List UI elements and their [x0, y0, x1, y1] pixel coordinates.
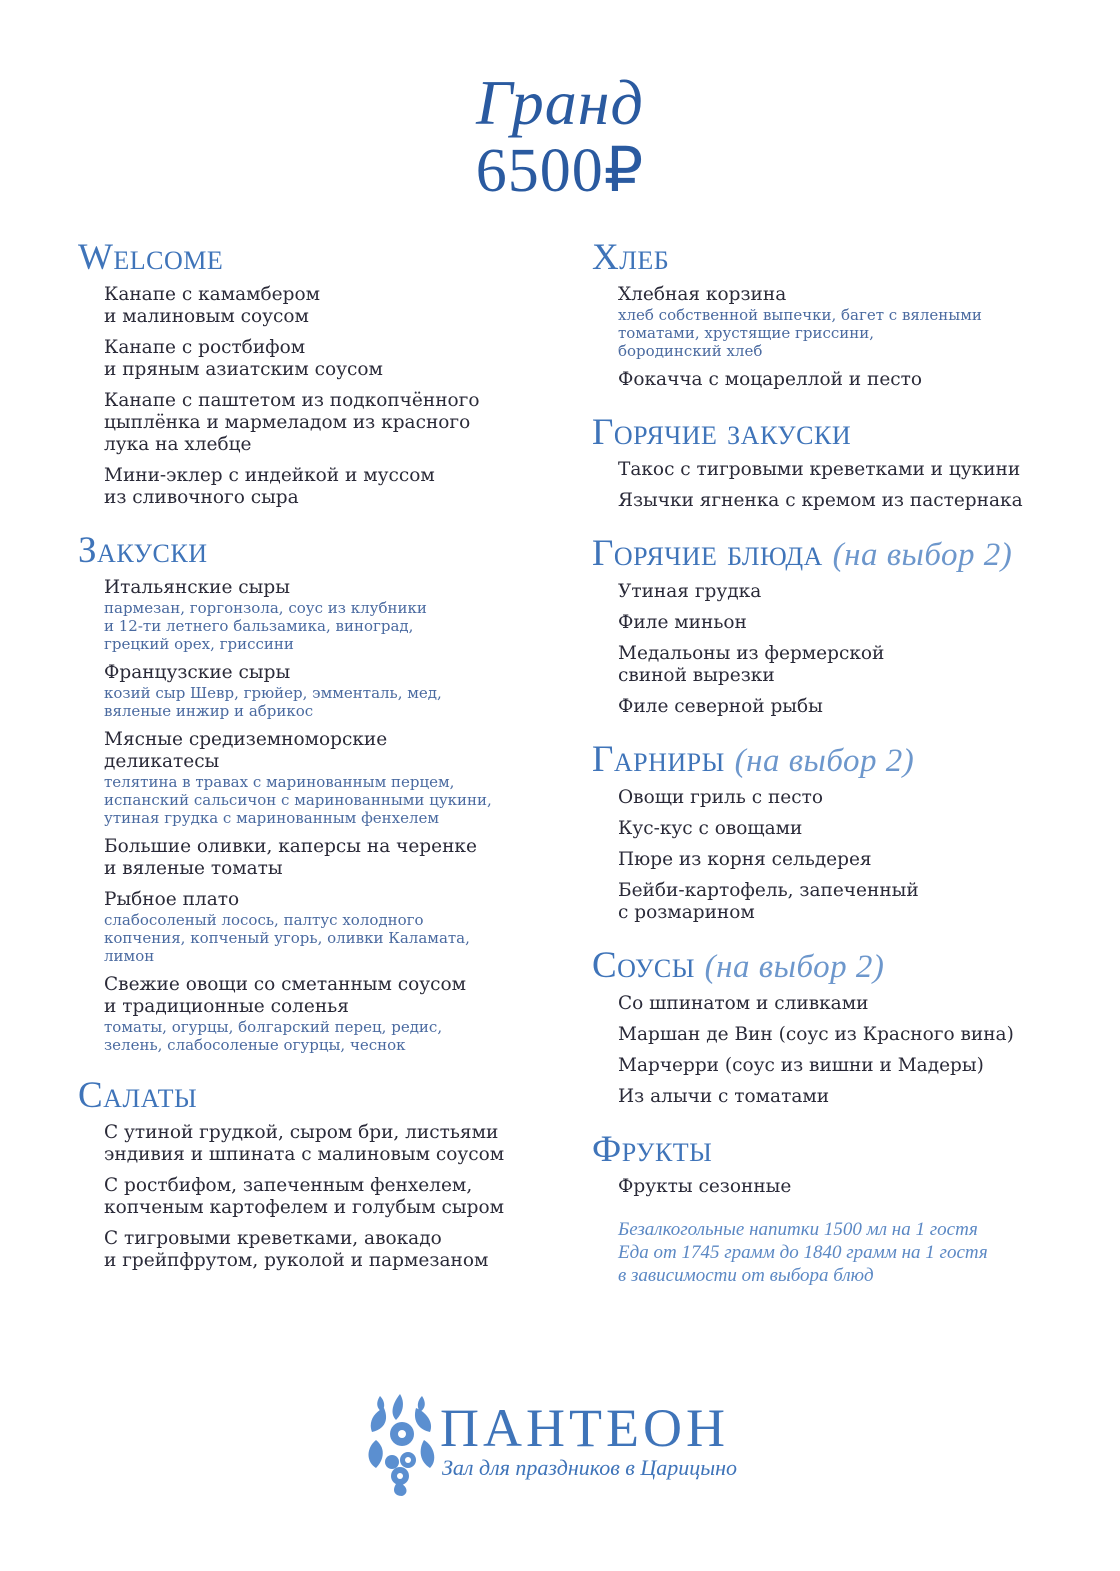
- logo-tagline: Зал для праздников в Царицыно: [442, 1455, 738, 1480]
- item-name: Бейби-картофель, запеченный с розмарином: [618, 880, 919, 923]
- item-name: Пюре из корня сельдерея: [618, 849, 872, 870]
- item-description: томаты, огурцы, болгарский перец, редис, зелень, слабосоленые огурцы, чеснок: [104, 1018, 443, 1054]
- section-items: [78, 1122, 548, 1272]
- item-name: Марчерри (соус из вишни и Мадеры): [618, 1055, 984, 1076]
- floral-ornament-icon: [362, 1390, 442, 1498]
- menu-item: [618, 1176, 1062, 1198]
- item-name: Такос с тигровыми креветками и цукини: [618, 459, 1021, 480]
- menu-item: [104, 284, 548, 328]
- item-name: Хлебная корзина: [618, 284, 787, 305]
- menu-item: [618, 459, 1062, 481]
- item-name: Мясные средиземноморские деликатесы: [104, 729, 388, 772]
- menu-section: [592, 532, 1062, 718]
- menu-footnote: Безалкогольные напитки 1500 мл на 1 гостя Еда от 1745 грамм до 1840 грамм на 1 гостя в зависимости от выбора блюд: [618, 1219, 988, 1286]
- section-note: (на выбор 2): [704, 949, 885, 985]
- right-column: [592, 236, 1062, 1287]
- item-name: Овощи гриль с песто: [618, 787, 823, 808]
- menu-item: [618, 993, 1062, 1015]
- section-title-text: Соусы: [592, 945, 695, 986]
- item-name: Медальоны из фермерской свиной вырезки: [618, 643, 885, 686]
- section-title: [592, 236, 1062, 280]
- section-items: [78, 284, 548, 509]
- section-title: [592, 411, 1062, 455]
- section-items: [592, 787, 1062, 924]
- menu-section: [592, 944, 1062, 1108]
- section-items: [592, 993, 1062, 1108]
- section-items: [592, 581, 1062, 718]
- item-name: С тигровыми креветками, авокадо и грейпфрутом, руколой и пармезаном: [104, 1228, 489, 1271]
- item-name: Канапе с камамбером и малиновым соусом: [104, 284, 320, 327]
- menu-item: [104, 974, 548, 1054]
- item-name: Канапе с паштетом из подкопчённого цыплёнка и мармеладом из красного лука на хлебце: [104, 390, 480, 455]
- menu-item: [104, 337, 548, 381]
- section-title-text: Welcome: [78, 237, 224, 278]
- item-description: пармезан, горгонзола, соус из клубники и 12-ти летнего бальзамика, виноград, грецкий орех, гриссини: [104, 599, 427, 653]
- menu-item: [104, 836, 548, 880]
- menu-section: [78, 529, 548, 1054]
- logo-name: ПАНТЕОН: [440, 1398, 729, 1458]
- section-title-text: Горячие закуски: [592, 412, 852, 453]
- section-items: [592, 284, 1062, 391]
- item-description: козий сыр Шевр, грюйер, эмменталь, мед, вяленые инжир и абрикос: [104, 684, 442, 720]
- item-description: телятина в травах с маринованным перцем, испанский сальсичон с маринованными цукини, утиная грудка с маринованным фенхелем: [104, 773, 492, 827]
- menu-section: [592, 738, 1062, 924]
- item-name: Язычки ягненка с кремом из пастернака: [618, 490, 1023, 511]
- menu-item: [104, 577, 548, 653]
- menu-item: [104, 390, 548, 456]
- section-title-text: Гарниры: [592, 739, 725, 780]
- item-description: хлеб собственной выпечки, багет с вялеными томатами, хрустящие гриссини, бородинский хлеб: [618, 306, 982, 360]
- item-name: Со шпинатом и сливками: [618, 993, 869, 1014]
- section-title: [592, 1128, 1062, 1172]
- section-title: [592, 944, 1062, 989]
- item-name: Утиная грудка: [618, 581, 762, 602]
- menu-item: [618, 612, 1062, 634]
- menu-item: [104, 1122, 548, 1166]
- menu-item: [618, 696, 1062, 718]
- item-name: Из алычи с томатами: [618, 1086, 830, 1107]
- menu-item: [104, 1228, 548, 1272]
- menu-section: [78, 236, 548, 509]
- section-title: [592, 532, 1062, 577]
- menu-item: [618, 1055, 1062, 1077]
- menu-item: [618, 787, 1062, 809]
- item-name: Французские сыры: [104, 662, 291, 683]
- menu-item: [618, 581, 1062, 603]
- section-title-text: Закуски: [78, 530, 208, 571]
- section-title-text: Горячие блюда: [592, 533, 823, 574]
- menu-item: [618, 880, 1062, 924]
- menu-header: [0, 68, 1120, 204]
- item-name: Филе северной рыбы: [618, 696, 823, 717]
- menu-item: [618, 849, 1062, 871]
- left-column: [78, 236, 548, 1292]
- menu-item: [104, 729, 548, 827]
- menu-item: [618, 369, 1062, 391]
- item-name: Рыбное плато: [104, 889, 240, 910]
- item-name: С ростбифом, запеченным фенхелем, копченым картофелем и голубым сыром: [104, 1175, 505, 1218]
- section-items: [78, 577, 548, 1054]
- section-note: (на выбор 2): [832, 537, 1013, 573]
- menu-section: [78, 1074, 548, 1272]
- item-name: Большие оливки, каперсы на черенке и вяленые томаты: [104, 836, 477, 879]
- section-title: [78, 236, 548, 280]
- menu-title: Гранд: [476, 67, 644, 138]
- menu-item: [618, 490, 1062, 512]
- section-title: [78, 529, 548, 573]
- menu-item: [618, 818, 1062, 840]
- venue-logo: [362, 1390, 762, 1500]
- section-note: (на выбор 2): [734, 743, 915, 779]
- section-title: [592, 738, 1062, 783]
- section-items: [592, 1176, 1062, 1198]
- menu-item: [104, 1175, 548, 1219]
- menu-item: [104, 889, 548, 965]
- section-title: [78, 1074, 548, 1118]
- item-name: Мини-эклер с индейкой и муссом из сливочного сыра: [104, 465, 435, 508]
- menu-item: [618, 284, 1062, 360]
- item-name: Итальянские сыры: [104, 577, 290, 598]
- item-name: Фрукты сезонные: [618, 1176, 792, 1197]
- item-name: Канапе с ростбифом и пряным азиатским соусом: [104, 337, 383, 380]
- item-name: Филе миньон: [618, 612, 747, 633]
- section-items: [592, 459, 1062, 512]
- item-name: Свежие овощи со сметанным соусом и традиционные соленья: [104, 974, 467, 1017]
- item-description: слабосоленый лосось, палтус холодного копчения, копченый угорь, оливки Каламата, лимон: [104, 911, 470, 965]
- item-name: Маршан де Вин (соус из Красного вина): [618, 1024, 1014, 1045]
- menu-section: [592, 1128, 1062, 1198]
- item-name: С утиной грудкой, сыром бри, листьями эндивия и шпината с малиновым соусом: [104, 1122, 505, 1165]
- menu-item: [104, 662, 548, 720]
- menu-item: [618, 643, 1062, 687]
- menu-section: [592, 236, 1062, 391]
- menu-item: [618, 1024, 1062, 1046]
- menu-item: [618, 1086, 1062, 1108]
- section-title-text: Хлеб: [592, 237, 670, 278]
- menu-price: 6500₽: [475, 137, 645, 205]
- section-title-text: Салаты: [78, 1075, 198, 1116]
- item-name: Фокачча с моцареллой и песто: [618, 369, 923, 390]
- menu-item: [104, 465, 548, 509]
- menu-section: [592, 411, 1062, 512]
- section-title-text: Фрукты: [592, 1129, 713, 1170]
- item-name: Кус-кус с овощами: [618, 818, 803, 839]
